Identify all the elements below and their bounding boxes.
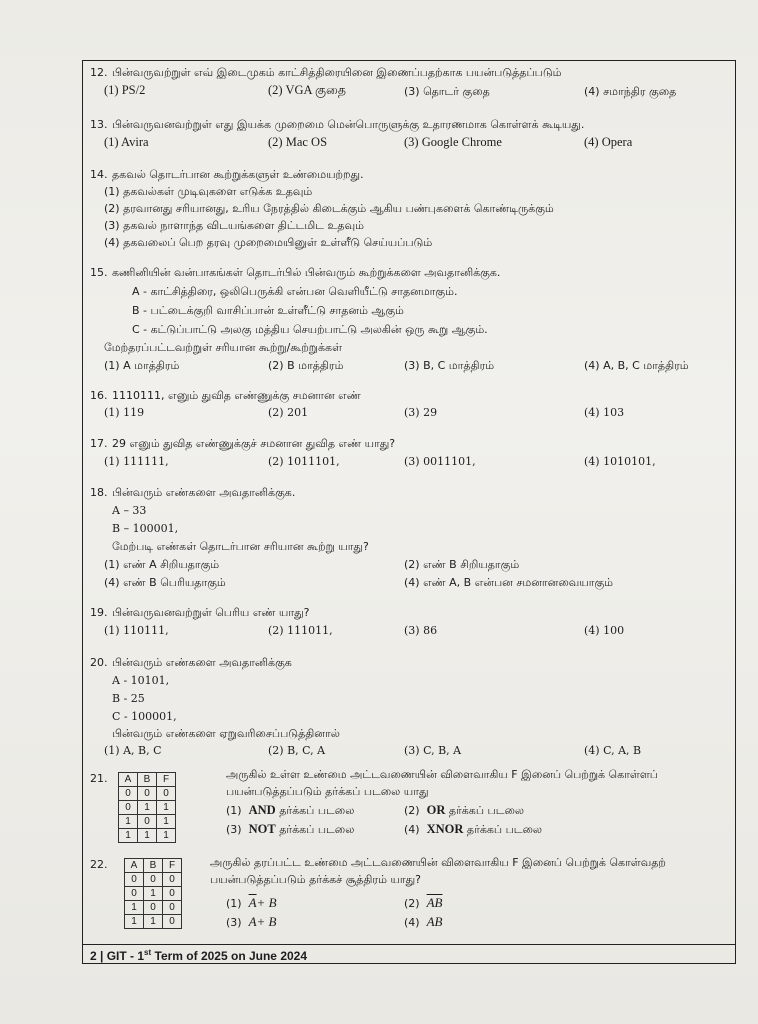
table-cell: 1 <box>125 901 144 915</box>
q21-header-a: A <box>119 773 138 787</box>
q16-option-2: (2) 201 <box>268 406 309 419</box>
q18-item-b: B – 100001, <box>112 522 179 535</box>
q16-text: 1110111, எனும் துவித எண்ணுக்கு சமனான எண் <box>112 389 361 402</box>
q15-prompt: மேற்தரப்பட்டவற்றுள் சரியான கூற்று/கூற்றுக்கள் <box>104 341 342 354</box>
q15-option-3: (3) B, C மாத்திரம் <box>404 359 495 372</box>
table-cell: 0 <box>163 887 182 901</box>
q21-number: 21. <box>90 772 108 785</box>
q14-option-2: (2) தரவானது சரியானது, உரிய நேரத்தில் கிடைக்கும் ஆகிய பண்புகளைக் கொண்டிருக்கும் <box>104 202 554 215</box>
q22-option-3 <box>226 914 277 930</box>
q15-option-4: (4) A, B, C மாத்திரம் <box>584 359 689 372</box>
q19-option-3: (3) 86 <box>404 624 438 637</box>
q22-text-line-1: அருகில் தரப்பட்ட உண்மை அட்டவணையின் விளைவாகிய F இனைப் பெற்றுக் கொள்வதற் <box>210 856 666 869</box>
table-cell: 0 <box>138 815 157 829</box>
q22-option-2 <box>404 895 442 911</box>
table-cell: 1 <box>119 815 138 829</box>
option-text: தர்க்கப் படலை <box>279 804 355 817</box>
q21-option-1 <box>226 803 354 819</box>
gate-name: OR <box>426 803 446 817</box>
option-text: தர்க்கப் படலை <box>279 823 355 836</box>
q12-number: 12. <box>90 66 108 79</box>
table-cell: 0 <box>138 787 157 801</box>
q17-text: 29 எனும் துவித எண்ணுக்குச் சமனான துவித எண் யாது? <box>112 437 396 450</box>
q16-option-3: (3) 29 <box>404 406 438 419</box>
q18-item-a: A – 33 <box>112 504 147 517</box>
q16-number: 16. <box>90 389 108 402</box>
q22-option-1 <box>226 895 277 911</box>
table-cell: 0 <box>144 901 163 915</box>
q21-option-4 <box>404 822 542 838</box>
option-number: (4) <box>404 916 420 929</box>
q22-option-4 <box>404 914 442 930</box>
q22-text-line-2: பயன்படுத்தப்படும் தர்க்கச் சூத்திரம் யாது? <box>210 873 422 886</box>
q14-option-1: (1) தகவல்கள் முடிவுகளை எடுக்க உதவும் <box>104 185 313 198</box>
q20-item-a: A - 10101, <box>112 674 170 687</box>
table-cell: 0 <box>144 873 163 887</box>
table-cell: 0 <box>157 787 176 801</box>
option-number: (1) <box>226 804 242 817</box>
expression-term: A+ B <box>248 914 277 929</box>
option-number: (4) <box>404 823 420 836</box>
table-cell: 0 <box>163 873 182 887</box>
q19-option-2: (2) 111011, <box>268 624 333 637</box>
q13-number: 13. <box>90 118 108 131</box>
table-cell: 0 <box>163 915 182 929</box>
q15-statement-b: B - பட்டைக்குறி வாசிப்பான் உள்ளீட்டு சாதனம் ஆகும் <box>132 304 404 317</box>
q14-text: தகவல் தொடர்பான கூற்றுக்களுள் உண்மையற்றது. <box>112 168 364 181</box>
q15-option-2: (2) B மாத்திரம் <box>268 359 344 372</box>
table-cell: 1 <box>144 887 163 901</box>
page-footer <box>90 948 307 963</box>
q22-number: 22. <box>90 858 108 871</box>
q20-number: 20. <box>90 656 108 669</box>
gate-name: AND <box>248 803 276 817</box>
q18-option-4: (4) எண் A, B என்பன சமனானவையாகும் <box>404 576 614 589</box>
table-cell: 0 <box>125 873 144 887</box>
q17-option-1: (1) 111111, <box>104 455 169 468</box>
q17-option-3: (3) 0011101, <box>404 455 476 468</box>
q15-option-1: (1) A மாத்திரம் <box>104 359 180 372</box>
q13-option-1: (1) Avira <box>104 135 149 149</box>
q21-option-3 <box>226 822 354 838</box>
q13-option-3: (3) Google Chrome <box>404 135 502 149</box>
q16-option-1: (1) 119 <box>104 406 145 419</box>
q21-truth-table <box>118 772 176 843</box>
table-cell: 0 <box>119 787 138 801</box>
q20-option-1: (1) A, B, C <box>104 744 162 757</box>
q12-text: பின்வருவற்றுள் எவ் இடைமுகம் காட்சித்திரையினை இணைப்பதற்காக பயன்படுத்தப்படும் <box>112 66 562 79</box>
q18-text: பின்வரும் எண்களை அவதானிக்குக. <box>112 486 296 499</box>
expression-term: AB <box>426 914 443 929</box>
table-cell: 0 <box>163 901 182 915</box>
table-cell: 0 <box>125 887 144 901</box>
q21-text-line-1: அருகில் உள்ள உண்மை அட்டவணையின் விளைவாகிய F இனைப் பெற்றுக் கொள்ளப் <box>226 768 658 781</box>
q15-statement-a: A - காட்சித்திரை, ஒலிபெருக்கி என்பன வெளியீட்டு சாதனமாகும். <box>132 285 458 298</box>
q14-option-3: (3) தகவல் நாளாந்த விடயங்களை திட்டமிட உதவும் <box>104 219 364 232</box>
footer-text: 2 | GIT - 1 <box>90 949 145 963</box>
q12-option-4: (4) சமாந்திர குதை <box>584 85 677 98</box>
q20-option-3: (3) C, B, A <box>404 744 462 757</box>
q22-header-a: A <box>125 859 144 873</box>
table-cell: 1 <box>157 815 176 829</box>
q18-option-1: (1) எண் A சிறியதாகும் <box>104 558 220 571</box>
q16-option-4: (4) 103 <box>584 406 625 419</box>
q18-number: 18. <box>90 486 108 499</box>
q12-option-2: (2) VGA குதை <box>268 83 346 97</box>
q17-option-4: (4) 1010101, <box>584 455 656 468</box>
q14-option-4: (4) தகவலைப் பெற தரவு முறைமையினுள் உள்ளீடு செய்யப்படும் <box>104 236 433 249</box>
q21-header-f: F <box>157 773 176 787</box>
table-cell: 1 <box>144 915 163 929</box>
q21-header-b: B <box>138 773 157 787</box>
option-number: (3) <box>226 823 242 836</box>
option-text: தர்க்கப் படலை <box>448 804 524 817</box>
footer-divider <box>82 944 736 945</box>
q13-option-2: (2) Mac OS <box>268 135 328 149</box>
table-cell: 1 <box>125 915 144 929</box>
q22-header-f: F <box>163 859 182 873</box>
q15-statement-c: C - கட்டுப்பாட்டு அலகு மத்திய செயற்பாட்டு அலகின் ஒரு கூறு ஆகும். <box>132 323 488 336</box>
table-cell: 1 <box>138 829 157 843</box>
q18-prompt: மேற்படி எண்கள் தொடர்பான சரியான கூற்று யாது? <box>112 540 369 553</box>
q17-number: 17. <box>90 437 108 450</box>
option-number: (2) <box>404 897 420 910</box>
option-number: (1) <box>226 897 242 910</box>
q20-item-c: C - 100001, <box>112 710 177 723</box>
table-cell: 1 <box>157 829 176 843</box>
option-number: (2) <box>404 804 420 817</box>
q17-option-2: (2) 1011101, <box>268 455 340 468</box>
expression-term: + B <box>256 895 277 910</box>
q19-option-1: (1) 110111, <box>104 624 169 637</box>
q20-prompt: பின்வரும் எண்களை ஏறுவரிசைப்படுத்தினால் <box>112 727 340 740</box>
q15-number: 15. <box>90 266 108 279</box>
table-cell: 1 <box>157 801 176 815</box>
footer-text: Term of 2025 on June 2024 <box>151 949 308 963</box>
option-number: (3) <box>226 916 242 929</box>
expression-term: $\overline{A}$ <box>248 895 257 910</box>
q21-text-line-2: பயன்படுத்தப்படும் தர்க்கப் படலை யாது <box>226 785 429 798</box>
q22-truth-table <box>124 858 182 929</box>
q19-text: பின்வருவனவற்றுள் பெரிய எண் யாது? <box>112 606 310 619</box>
expression-term: $\overline{AB}$ <box>426 895 443 910</box>
q19-option-4: (4) 100 <box>584 624 625 637</box>
q18-option-3: (4) எண் B பெரியதாகும் <box>104 576 226 589</box>
q12-option-3: (3) தொடர் குதை <box>404 85 490 98</box>
q13-option-4: (4) Opera <box>584 135 633 149</box>
footer-superscript: st <box>144 948 152 957</box>
q20-item-b: B - 25 <box>112 692 145 705</box>
gate-name: XNOR <box>426 822 464 836</box>
table-cell: 1 <box>138 801 157 815</box>
q13-text: பின்வருவனவற்றுள் எது இயக்க முறைமை மென்பொருளுக்கு உதாரணமாக கொள்ளக் கூடியது. <box>112 118 585 131</box>
q18-option-2: (2) எண் B சிறியதாகும் <box>404 558 520 571</box>
q20-text: பின்வரும் எண்களை அவதானிக்குக <box>112 656 292 669</box>
q19-number: 19. <box>90 606 108 619</box>
q20-option-4: (4) C, A, B <box>584 744 642 757</box>
q20-option-2: (2) B, C, A <box>268 744 326 757</box>
q21-option-2 <box>404 803 524 819</box>
q12-option-1: (1) PS/2 <box>104 83 146 97</box>
option-text: தர்க்கப் படலை <box>466 823 543 836</box>
table-cell: 1 <box>119 829 138 843</box>
table-cell: 0 <box>119 801 138 815</box>
q15-text: கணினியின் வன்பாகங்கள் தொடர்பில் பின்வரும் கூற்றுக்களை அவதானிக்குக. <box>112 266 501 279</box>
q22-header-b: B <box>144 859 163 873</box>
q14-number: 14. <box>90 168 108 181</box>
gate-name: NOT <box>248 822 276 836</box>
